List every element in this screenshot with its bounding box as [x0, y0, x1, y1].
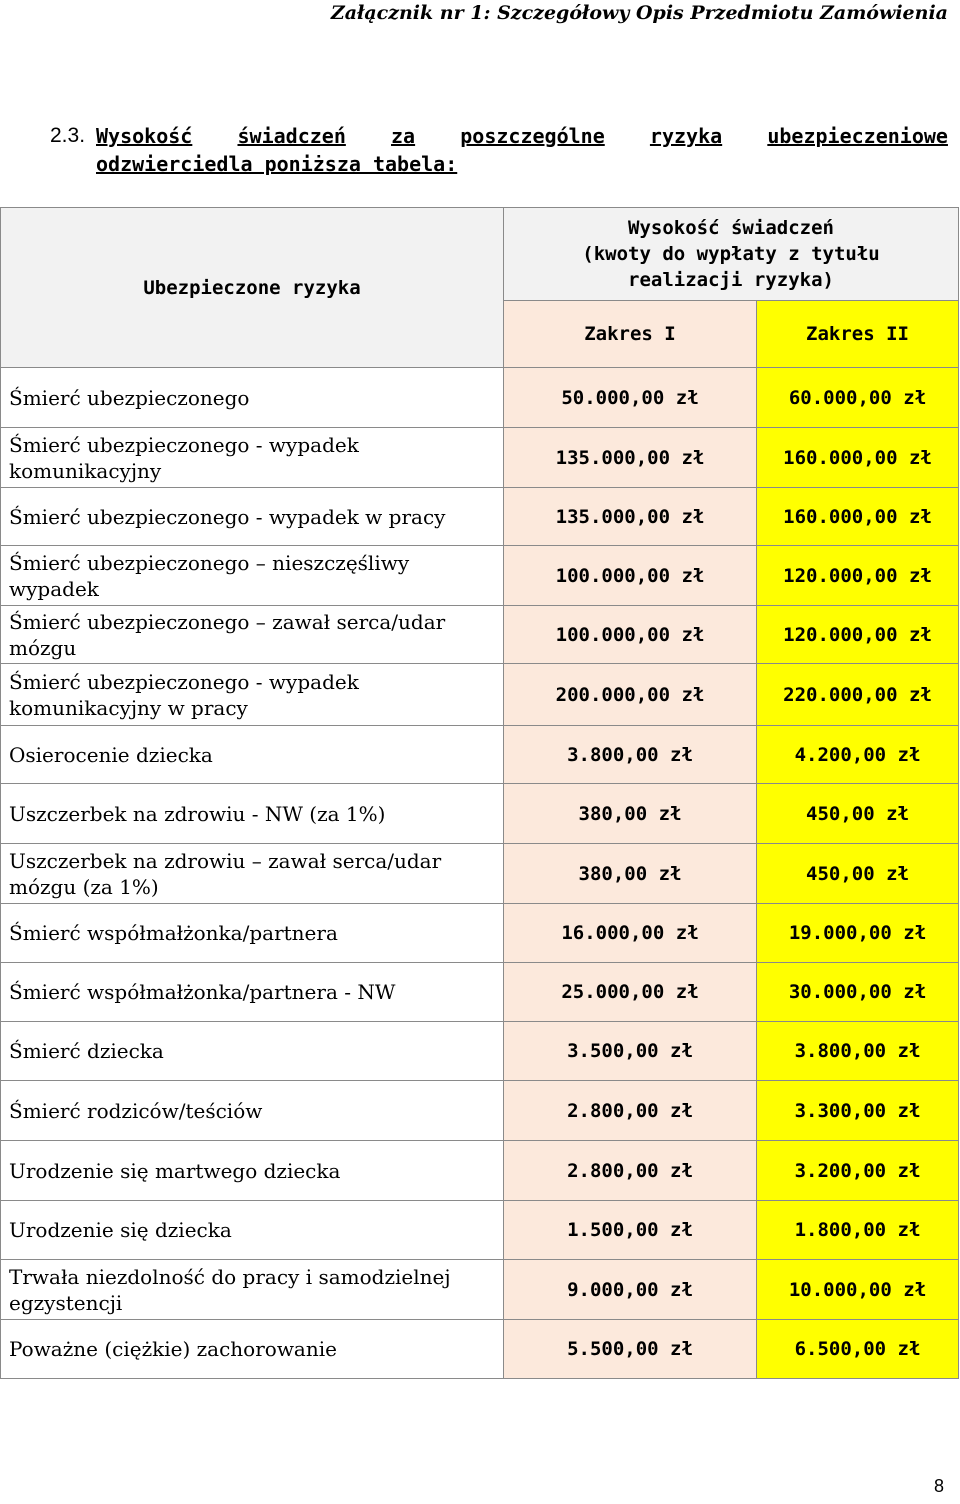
risk-cell: Śmierć dziecka	[1, 1022, 504, 1081]
table-row	[1, 606, 959, 664]
table-row	[1, 726, 959, 784]
risk-cell: Śmierć ubezpieczonego - wypadek komunikacyjny	[1, 428, 504, 488]
risk-cell: Poważne (ciężkie) zachorowanie	[1, 1320, 504, 1379]
zakres-1-amount: 135.000,00 zł	[504, 488, 757, 546]
risk-cell: Śmierć ubezpieczonego - wypadek komunikacyjny w pracy	[1, 664, 504, 726]
table-row	[1, 664, 959, 726]
risk-cell: Śmierć współmałżonka/partnera	[1, 904, 504, 963]
table-row	[1, 428, 959, 488]
risk-cell: Śmierć ubezpieczonego - wypadek w pracy	[1, 488, 504, 546]
table-row	[1, 1081, 959, 1141]
zakres-1-amount: 3.800,00 zł	[504, 726, 757, 784]
column-header-zakres-1: Zakres I	[504, 301, 757, 368]
heading-word: poszczególne	[460, 124, 605, 148]
risk-cell: Śmierć ubezpieczonego – zawał serca/udar mózgu	[1, 606, 504, 664]
heading-word: ryzyka	[649, 124, 723, 148]
zakres-2-amount: 120.000,00 zł	[757, 546, 959, 606]
zakres-1-amount: 25.000,00 zł	[504, 963, 757, 1022]
benefit-header-line: (kwoty do wypłaty z tytułu	[582, 243, 880, 265]
zakres-2-amount: 3.200,00 zł	[757, 1141, 959, 1201]
table-row	[1, 368, 959, 428]
risk-cell: Trwała niezdolność do pracy i samodzielnej egzystencji	[1, 1260, 504, 1320]
risk-cell: Śmierć współmałżonka/partnera - NW	[1, 963, 504, 1022]
zakres-1-amount: 16.000,00 zł	[504, 904, 757, 963]
page-number: 8	[933, 1476, 944, 1496]
table-row	[1, 963, 959, 1022]
table-row	[1, 1141, 959, 1201]
zakres-2-amount: 1.800,00 zł	[757, 1201, 959, 1260]
zakres-1-amount: 2.800,00 zł	[504, 1141, 757, 1201]
risk-cell: Urodzenie się martwego dziecka	[1, 1141, 504, 1201]
zakres-2-amount: 30.000,00 zł	[757, 963, 959, 1022]
table-row	[1, 784, 959, 844]
table-row	[1, 546, 959, 606]
zakres-2-amount: 120.000,00 zł	[757, 606, 959, 664]
zakres-2-amount: 450,00 zł	[757, 844, 959, 904]
zakres-1-amount: 2.800,00 zł	[504, 1081, 757, 1141]
zakres-2-amount: 4.200,00 zł	[757, 726, 959, 784]
table-row	[1, 1201, 959, 1260]
zakres-1-amount: 100.000,00 zł	[504, 546, 757, 606]
risk-cell: Śmierć rodziców/teściów	[1, 1081, 504, 1141]
zakres-2-amount: 19.000,00 zł	[757, 904, 959, 963]
zakres-1-amount: 50.000,00 zł	[504, 368, 757, 428]
risk-cell: Osierocenie dziecka	[1, 726, 504, 784]
benefit-header-line: Wysokość świadczeń	[628, 217, 834, 239]
zakres-2-amount: 6.500,00 zł	[757, 1320, 959, 1379]
zakres-2-amount: 3.300,00 zł	[757, 1081, 959, 1141]
zakres-2-amount: 160.000,00 zł	[757, 488, 959, 546]
zakres-1-amount: 1.500,00 zł	[504, 1201, 757, 1260]
section-heading-line2: odzwierciedla poniższa tabela:	[96, 152, 458, 176]
risk-cell: Śmierć ubezpieczonego – nieszczęśliwy wypadek	[1, 546, 504, 606]
zakres-1-amount: 9.000,00 zł	[504, 1260, 757, 1320]
heading-word: Wysokość	[96, 124, 193, 148]
table-row	[1, 488, 959, 546]
zakres-2-amount: 3.800,00 zł	[757, 1022, 959, 1081]
document-header: Załącznik nr 1: Szczegółowy Opis Przedmiotu Zamówienia	[330, 2, 948, 24]
section-number: 2.3.	[50, 124, 86, 147]
zakres-1-amount: 135.000,00 zł	[504, 428, 757, 488]
zakres-2-amount: 10.000,00 zł	[757, 1260, 959, 1320]
table-row	[1, 1260, 959, 1320]
zakres-1-amount: 380,00 zł	[504, 784, 757, 844]
column-header-benefit	[504, 208, 959, 301]
table-row	[1, 1022, 959, 1081]
column-header-risks: Ubezpieczone ryzyka	[1, 208, 504, 368]
zakres-1-amount: 200.000,00 zł	[504, 664, 757, 726]
table-row	[1, 1320, 959, 1379]
heading-word: za	[391, 124, 416, 148]
zakres-2-amount: 60.000,00 zł	[757, 368, 959, 428]
table-row	[1, 904, 959, 963]
zakres-1-amount: 5.500,00 zł	[504, 1320, 757, 1379]
risk-cell: Uszczerbek na zdrowiu - NW (za 1%)	[1, 784, 504, 844]
heading-word: świadczeń	[237, 124, 346, 148]
zakres-2-amount: 450,00 zł	[757, 784, 959, 844]
zakres-2-amount: 160.000,00 zł	[757, 428, 959, 488]
table-row	[1, 844, 959, 904]
zakres-2-amount: 220.000,00 zł	[757, 664, 959, 726]
risk-cell: Śmierć ubezpieczonego	[1, 368, 504, 428]
heading-word: ubezpieczeniowe	[767, 124, 948, 148]
zakres-1-amount: 100.000,00 zł	[504, 606, 757, 664]
benefit-header-line: realizacji ryzyka)	[628, 269, 834, 291]
zakres-1-amount: 3.500,00 zł	[504, 1022, 757, 1081]
zakres-1-amount: 380,00 zł	[504, 844, 757, 904]
section-heading-line1	[96, 122, 948, 150]
column-header-zakres-2: Zakres II	[757, 301, 959, 368]
benefits-table	[0, 207, 959, 1379]
risk-cell: Uszczerbek na zdrowiu – zawał serca/udar mózgu (za 1%)	[1, 844, 504, 904]
risk-cell: Urodzenie się dziecka	[1, 1201, 504, 1260]
